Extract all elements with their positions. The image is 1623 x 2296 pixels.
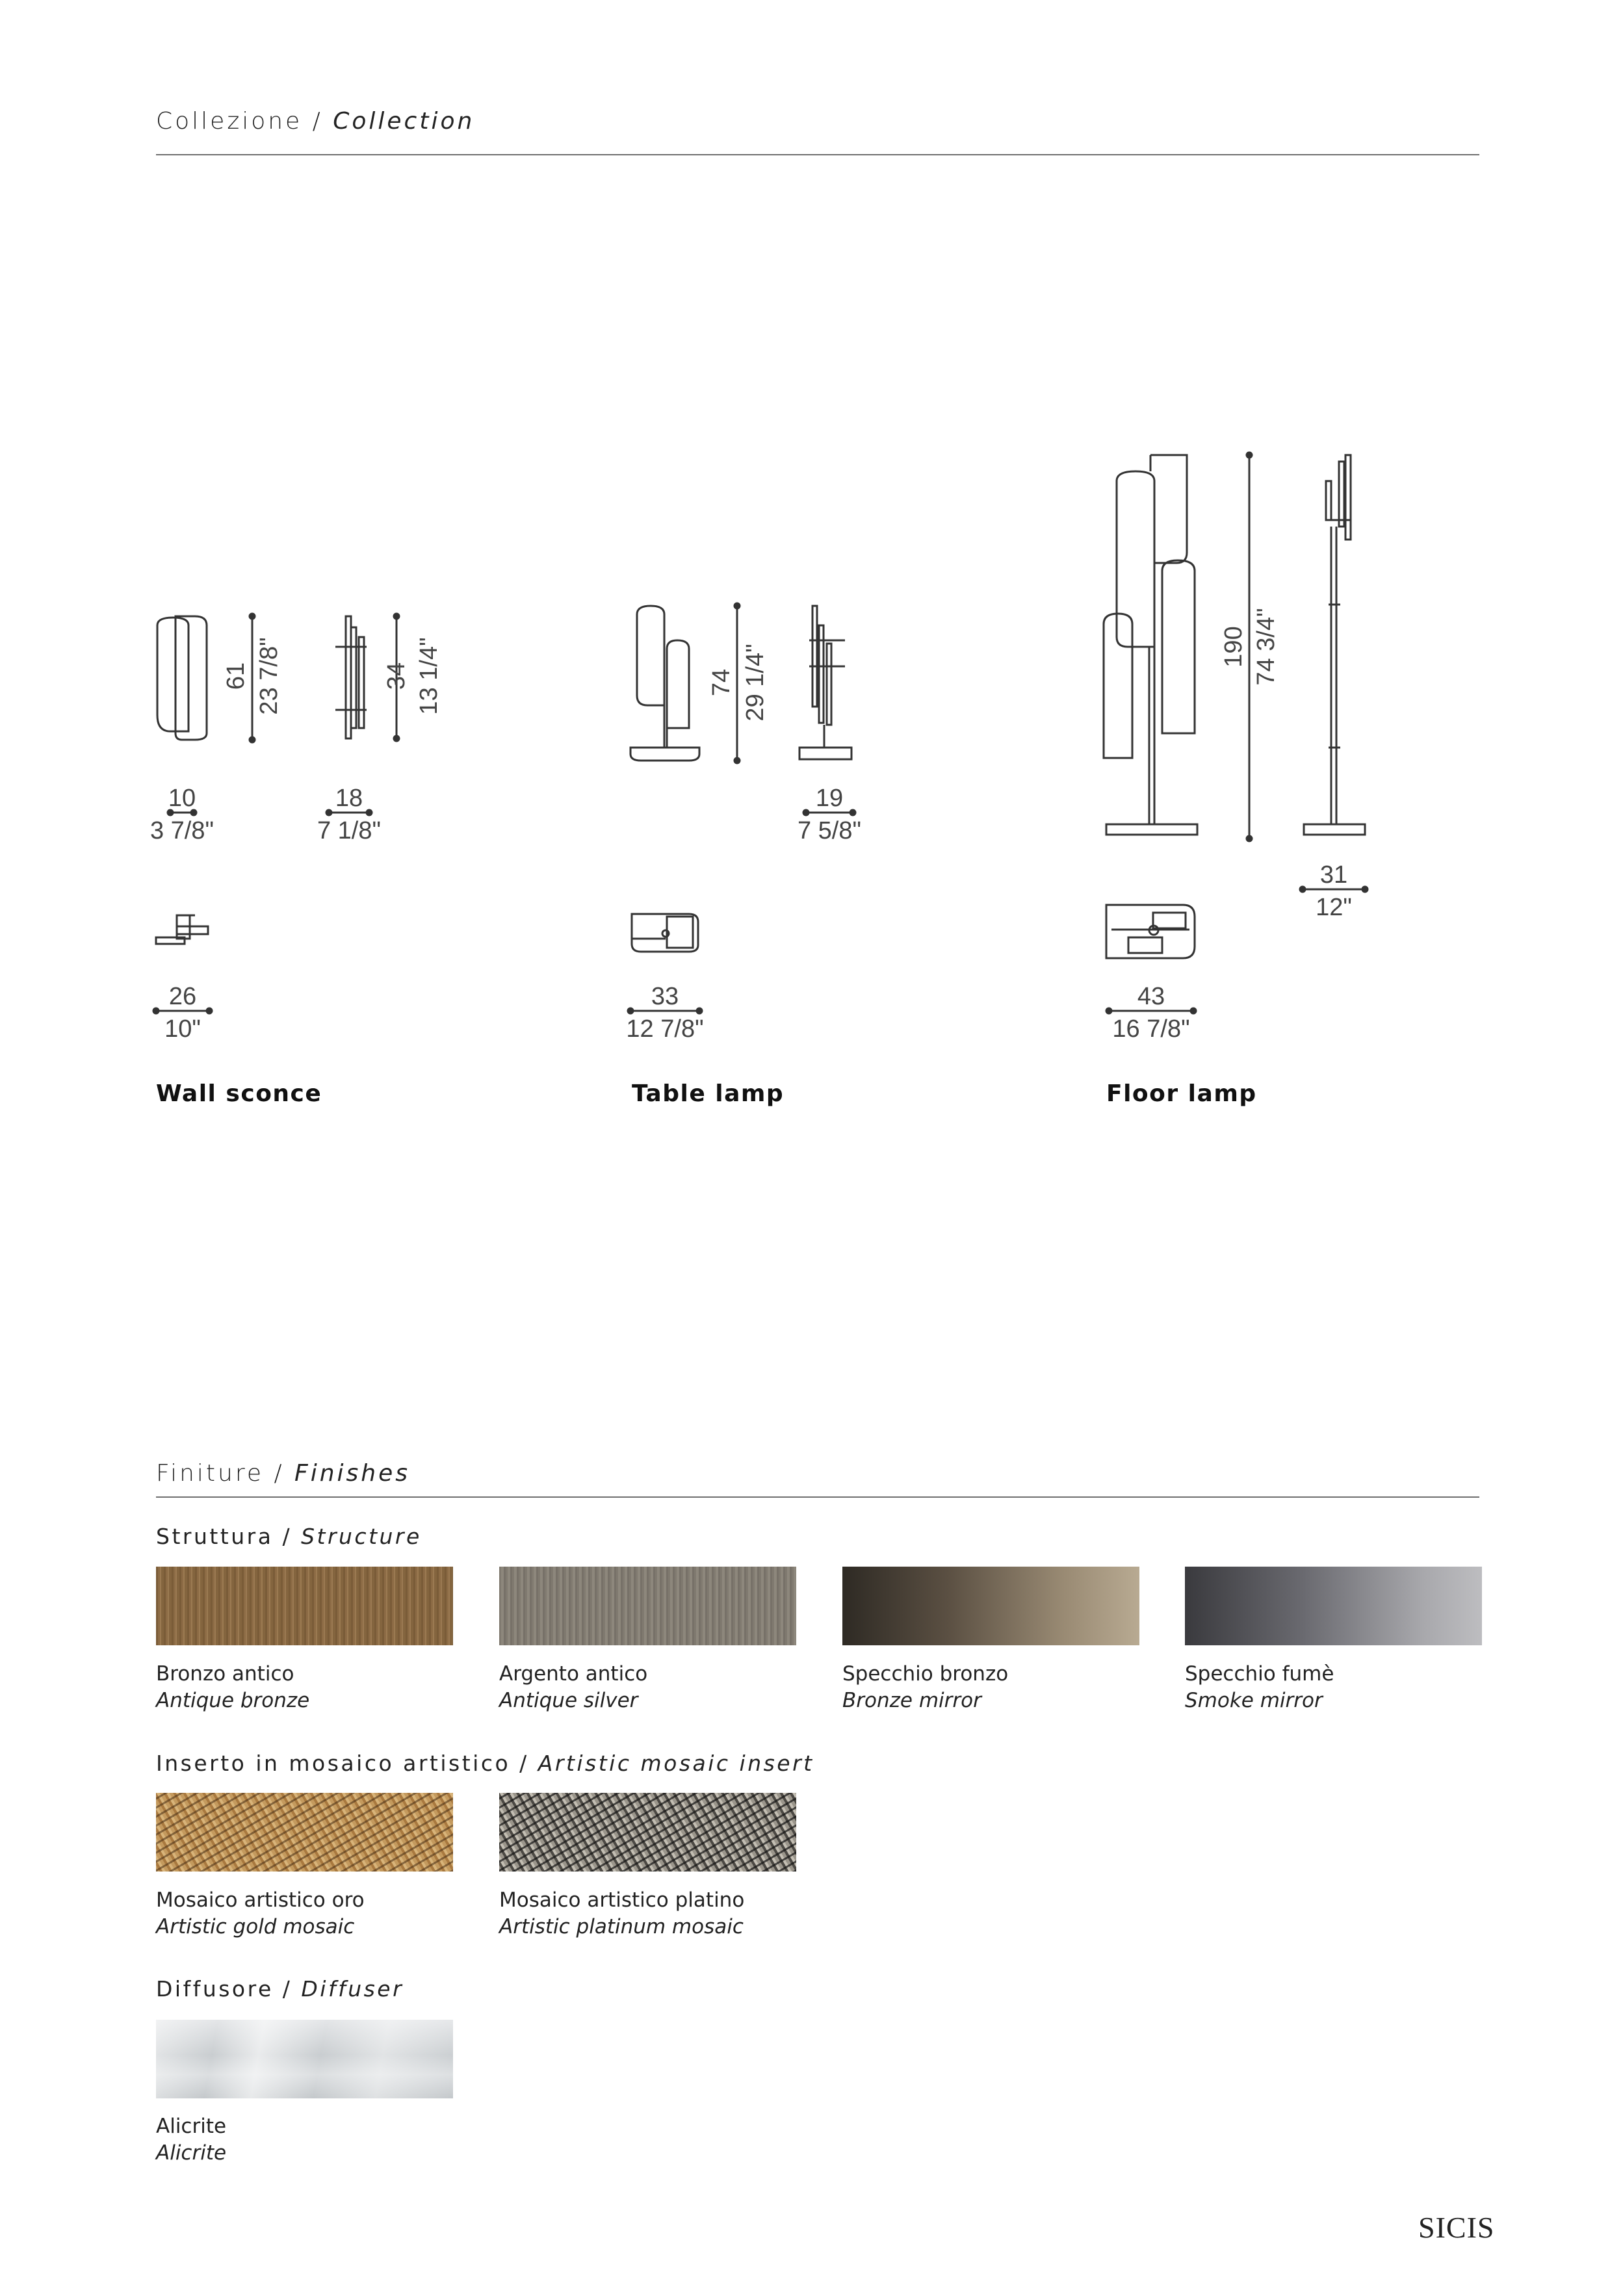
floor-lamp-top-width-cm: 43 [1137, 983, 1165, 1010]
wall-sconce-front-width-in: 3 7/8" [149, 817, 214, 844]
finish-label-smoke-mirror: Specchio fumè Smoke mirror [1185, 1662, 1334, 1712]
table-lamp-front-drawing [630, 606, 699, 761]
finish-label-antique-bronze: Bronzo antico Antique bronze [156, 1662, 310, 1712]
finish-label-gold-mosaic: Mosaico artistico oro Artistic gold mosaic [156, 1888, 365, 1938]
technical-drawings [0, 0, 1623, 1138]
finish-label-bronze-mirror: Specchio bronzo Bronze mirror [842, 1662, 1009, 1712]
floor-lamp-top-drawing [1106, 905, 1195, 958]
swatch-artistic-platinum-mosaic [499, 1793, 796, 1872]
wall-sconce-height-in: 23 7/8" [255, 637, 283, 715]
floor-lamp-height-in: 74 3/4" [1253, 608, 1280, 686]
finishes-heading: Finiture / Finishes [156, 1460, 411, 1487]
table-lamp-height-dim [734, 603, 740, 763]
table-lamp-top-width-in: 12 7/8" [626, 1015, 704, 1043]
wall-sconce-top-width-cm: 26 [168, 983, 197, 1010]
finish-label-antique-silver: Argento antico Antique silver [499, 1662, 648, 1712]
wall-sconce-title: Wall sconce [156, 1080, 322, 1107]
wall-sconce-side-width-in: 7 1/8" [317, 817, 382, 844]
swatch-antique-bronze [156, 1567, 453, 1645]
table-lamp-side-drawing [799, 606, 851, 759]
floor-lamp-side-width-in: 12" [1316, 894, 1352, 921]
table-lamp-side-width-cm: 19 [815, 785, 844, 812]
finish-label-platinum-mosaic: Mosaico artistico platino Artistic platinum mosaic [499, 1888, 745, 1938]
collection-heading: Collezione / Collection [156, 108, 475, 135]
wall-sconce-top-width-in: 10" [164, 1015, 201, 1043]
floor-lamp-title: Floor lamp [1106, 1080, 1257, 1107]
structure-heading: Struttura / Structure [156, 1524, 422, 1549]
floor-lamp-height-dim [1247, 452, 1252, 841]
swatch-antique-silver [499, 1567, 796, 1645]
swatch-artistic-gold-mosaic [156, 1793, 453, 1872]
floor-lamp-front-drawing [1104, 455, 1197, 835]
table-lamp-side-width-in: 7 5/8" [797, 817, 862, 844]
swatch-smoke-mirror [1185, 1567, 1482, 1645]
floor-lamp-height-cm: 190 [1220, 626, 1247, 668]
floor-lamp-top-width-in: 16 7/8" [1112, 1015, 1190, 1043]
wall-sconce-front-drawing [157, 616, 207, 740]
wall-sconce-side-drawing [335, 616, 367, 738]
wall-sconce-side-height-cm: 34 [383, 662, 410, 690]
wall-sconce-side-height-in: 13 1/4" [415, 637, 443, 715]
wall-sconce-height-cm: 61 [222, 662, 250, 690]
diffuser-heading: Diffusore / Diffuser [156, 1976, 404, 2002]
wall-sconce-top-drawing [156, 915, 208, 944]
wall-sconce-front-width-cm: 10 [168, 785, 196, 812]
table-lamp-title: Table lamp [632, 1080, 785, 1107]
wall-sconce-side-width-cm: 18 [335, 785, 363, 812]
table-lamp-top-width-cm: 33 [651, 983, 679, 1010]
wall-sconce-height-dim [250, 614, 255, 742]
brand-logo: SICIS [1418, 2211, 1495, 2244]
mosaic-heading: Inserto in mosaico artistico / Artistic mosaic insert [156, 1751, 814, 1776]
table-lamp-height-cm: 74 [708, 668, 735, 697]
table-lamp-top-drawing [632, 914, 698, 952]
floor-lamp-side-width-cm: 31 [1319, 861, 1348, 889]
swatch-alicrite [156, 2020, 453, 2098]
finishes-rule [156, 1496, 1479, 1498]
floor-lamp-side-drawing [1304, 455, 1365, 835]
swatch-bronze-mirror [842, 1567, 1139, 1645]
finish-label-alicrite: Alicrite Alicrite [156, 2115, 227, 2165]
table-lamp-height-in: 29 1/4" [742, 644, 769, 722]
